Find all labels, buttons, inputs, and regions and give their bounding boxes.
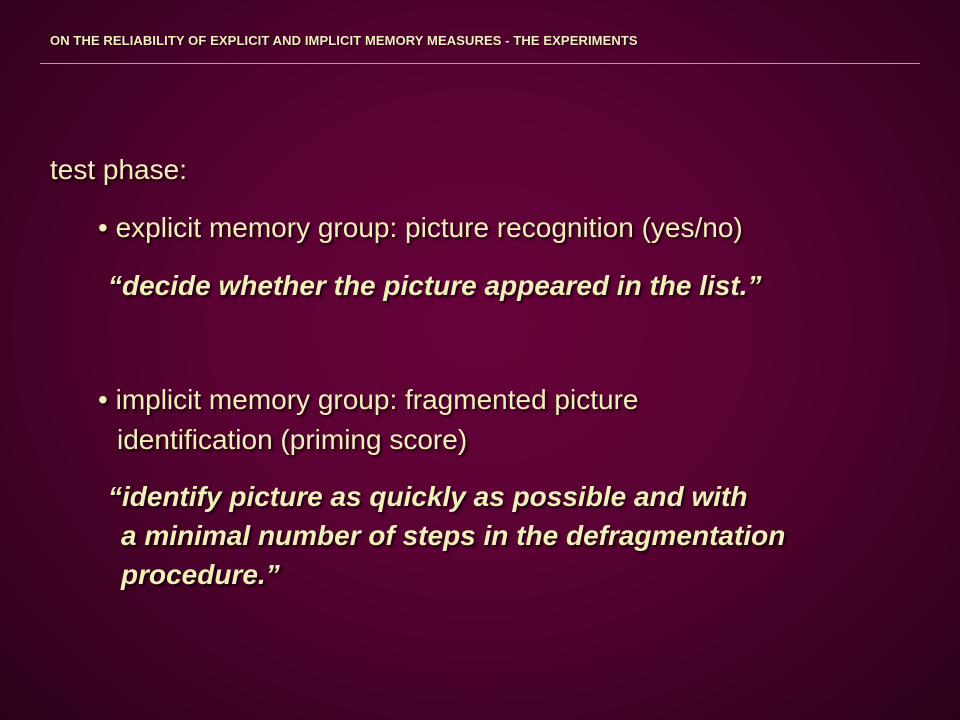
section-heading: test phase:	[50, 154, 187, 185]
implicit-instruction-line1: “identify picture as quickly as possible and with	[108, 481, 748, 512]
header-divider	[40, 63, 920, 64]
implicit-bullet-continuation: identification (priming score)	[117, 424, 468, 455]
slide-header-title: ON THE RELIABILITY OF EXPLICIT AND IMPLICIT MEMORY MEASURES - THE EXPERIMENTS	[50, 33, 638, 48]
implicit-instruction-line3: procedure.”	[121, 559, 280, 590]
implicit-instruction-line2: a minimal number of steps in the defragmentation	[121, 520, 786, 551]
explicit-instruction: “decide whether the picture appeared in the list.”	[108, 270, 762, 301]
explicit-bullet: • explicit memory group: picture recognition (yes/no)	[98, 210, 743, 246]
implicit-bullet: • implicit memory group: fragmented picture	[98, 382, 638, 418]
